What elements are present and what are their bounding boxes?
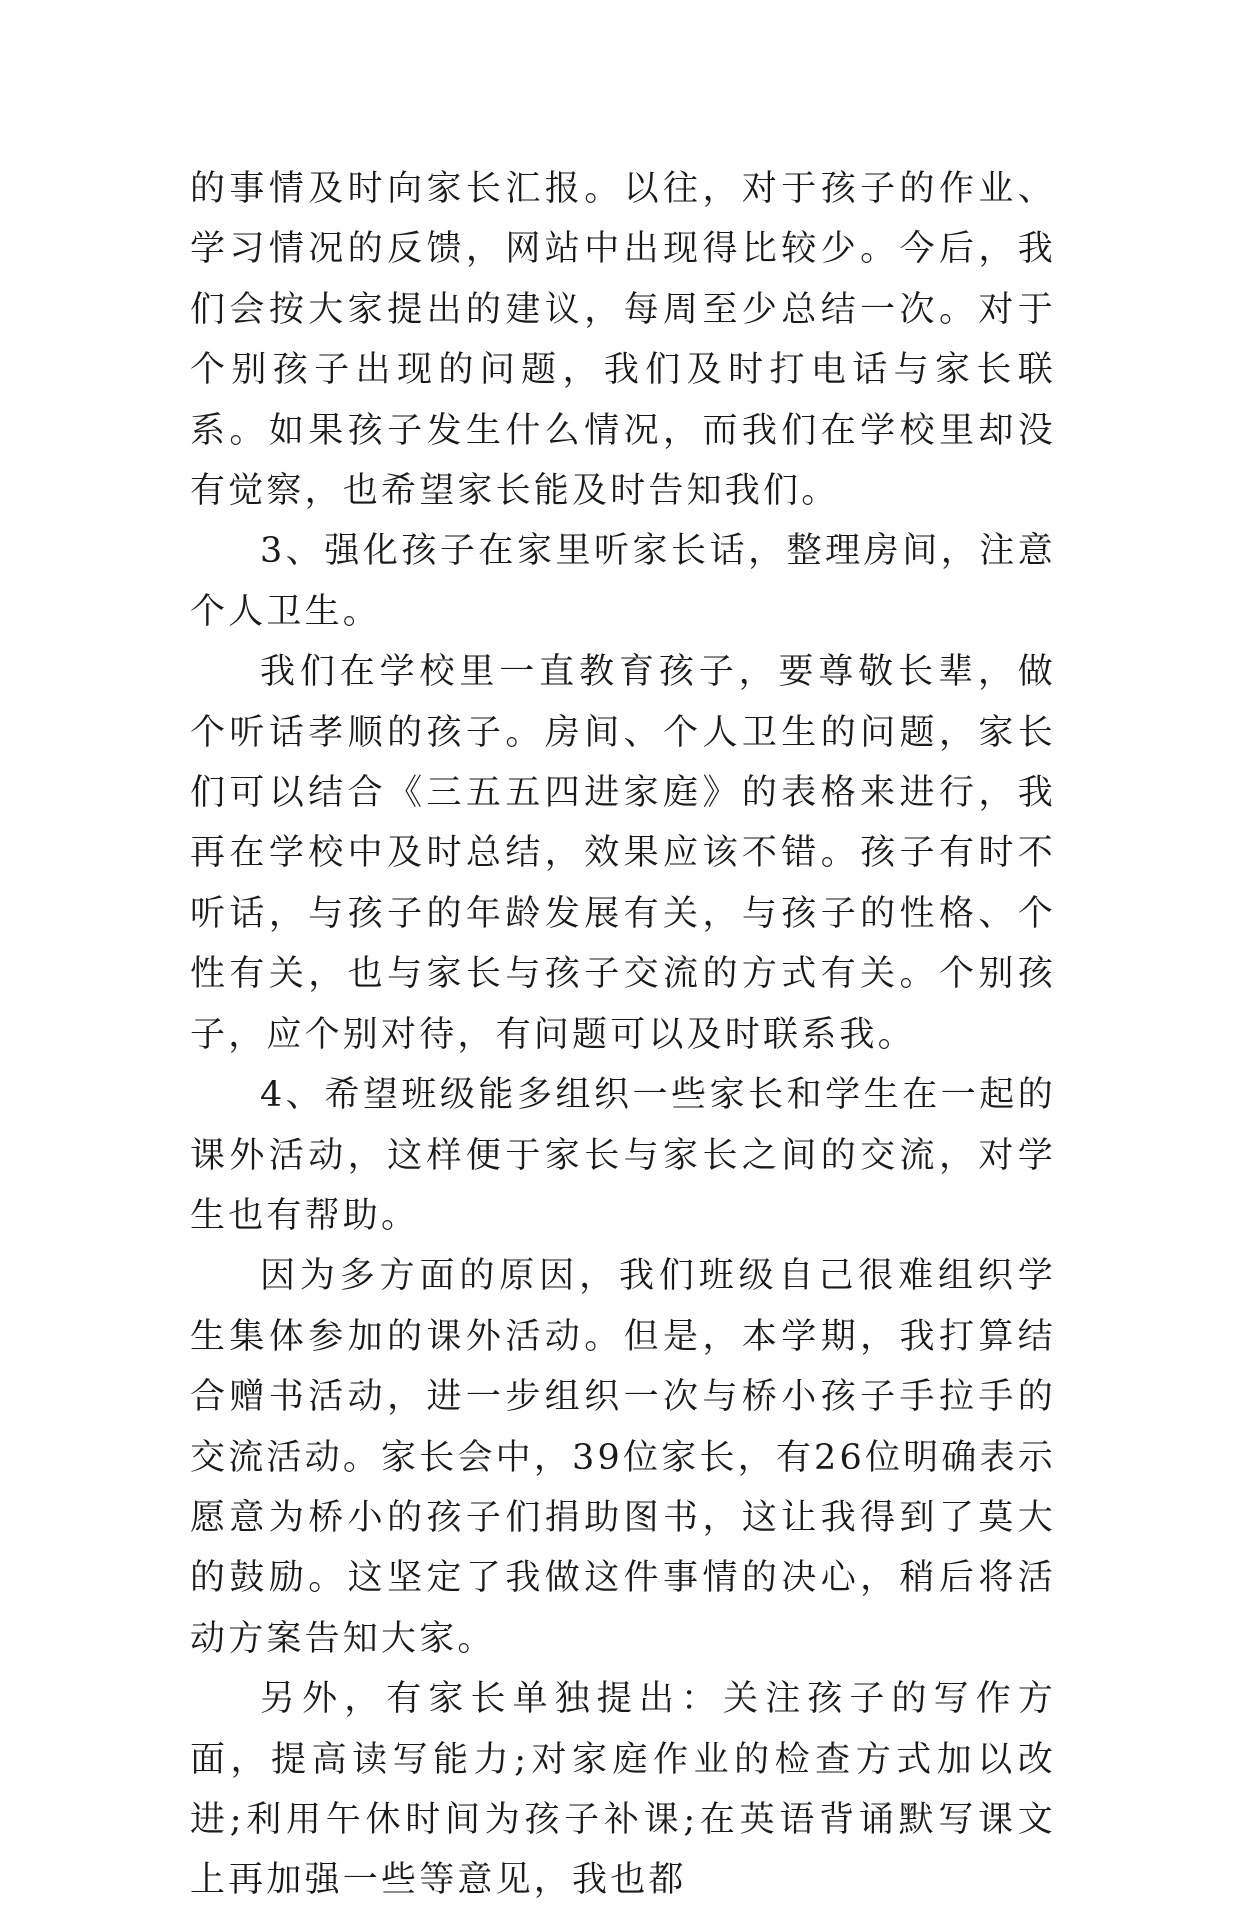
paragraph-other-suggestions: 另外，有家长单独提出：关注孩子的写作方面，提高读写能力;对家庭作业的检查方式加以改进;利用午休时间为孩子补课;在英语背诵默写课文上再加强一些等意见，我也都 [190, 1679, 1056, 1901]
paragraph-report-feedback: 的事情及时向家长汇报。以往，对于孩子的作业、学习情况的反馈，网站中出现得比较少。今后，我们会按大家提出的建议，每周至少总结一次。对于个别孩子出现的问题，我们及时打电话与家长联系。如果孩子发生什么情况，而我们在学校里却没有觉察，也希望家长能及时告知我们。 [190, 169, 1056, 512]
paragraph-item-3-response: 我们在学校里一直教育孩子，要尊敬长辈，做个听话孝顺的孩子。房间、个人卫生的问题，家长们可以结合《三五五四进家庭》的表格来进行，我再在学校中及时总结，效果应该不错。孩子有时不听话，与孩子的年龄发展有关，与孩子的性格、个性有关，也与家长与孩子交流的方式有关。个别孩子，应个别对待，有问题可以及时联系我。 [190, 652, 1056, 1055]
paragraph-item-4-response: 因为多方面的原因，我们班级自己很难组织学生集体参加的课外活动。但是，本学期，我打算结合赠书活动，进一步组织一次与桥小孩子手拉手的交流活动。家长会中，39位家长，有26位明确表示愿意为桥小的孩子们捐助图书，这让我得到了莫大的鼓励。这坚定了我做这件事情的决心，稍后将活动方案告知大家。 [190, 1256, 1056, 1659]
paragraph-item-3-heading: 3、强化孩子在家里听家长话，整理房间，注意个人卫生。 [190, 531, 1056, 632]
paragraph-item-4-heading: 4、希望班级能多组织一些家长和学生在一起的课外活动，这样便于家长与家长之间的交流，对学生也有帮助。 [190, 1075, 1056, 1236]
document-body [190, 159, 1056, 1911]
